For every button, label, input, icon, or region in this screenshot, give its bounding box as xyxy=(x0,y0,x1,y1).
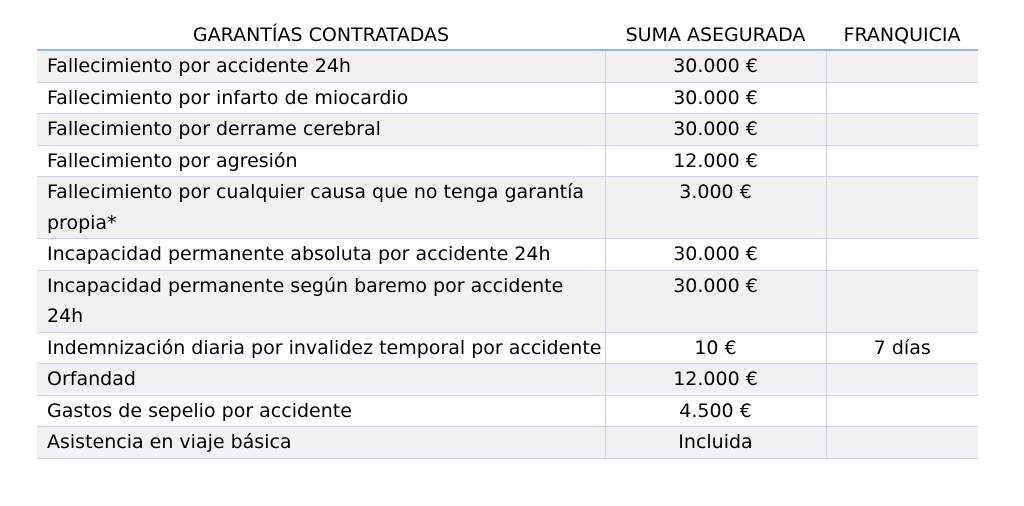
guarantee-cell: Fallecimiento por agresión xyxy=(37,145,605,177)
insured-sum-cell: 4.500 € xyxy=(605,395,826,427)
deductible-cell xyxy=(826,239,978,271)
guarantee-cell: Incapacidad permanente según baremo por accidente 24h xyxy=(37,270,605,332)
table-row xyxy=(37,395,978,427)
table-row xyxy=(37,114,978,146)
header-guarantees: GARANTÍAS CONTRATADAS xyxy=(37,20,605,50)
insured-sum-cell: 30.000 € xyxy=(605,82,826,114)
table-row xyxy=(37,270,978,332)
deductible-cell: 7 días xyxy=(826,332,978,364)
guarantee-cell: Fallecimiento por accidente 24h xyxy=(37,50,605,82)
guarantee-cell: Fallecimiento por infarto de miocardio xyxy=(37,82,605,114)
table-row xyxy=(37,364,978,396)
guarantee-cell: Fallecimiento por derrame cerebral xyxy=(37,114,605,146)
insured-sum-cell: 12.000 € xyxy=(605,364,826,396)
guarantee-cell: Gastos de sepelio por accidente xyxy=(37,395,605,427)
header-insured-sum: SUMA ASEGURADA xyxy=(605,20,826,50)
guarantee-cell: Incapacidad permanente absoluta por accidente 24h xyxy=(37,239,605,271)
guarantees-table xyxy=(37,20,978,459)
table-row xyxy=(37,332,978,364)
table-row xyxy=(37,50,978,82)
header-deductible: FRANQUICIA xyxy=(826,20,978,50)
table-row xyxy=(37,427,978,459)
table-row xyxy=(37,177,978,239)
guarantee-cell: Asistencia en viaje básica xyxy=(37,427,605,459)
insured-sum-cell: 3.000 € xyxy=(605,177,826,239)
table-header-row xyxy=(37,20,978,50)
deductible-cell xyxy=(826,114,978,146)
insured-sum-cell: 30.000 € xyxy=(605,239,826,271)
deductible-cell xyxy=(826,395,978,427)
insured-sum-cell: 10 € xyxy=(605,332,826,364)
deductible-cell xyxy=(826,364,978,396)
insured-sum-cell: 30.000 € xyxy=(605,270,826,332)
insured-sum-cell: 30.000 € xyxy=(605,50,826,82)
guarantee-cell: Orfandad xyxy=(37,364,605,396)
deductible-cell xyxy=(826,427,978,459)
deductible-cell xyxy=(826,82,978,114)
deductible-cell xyxy=(826,177,978,239)
deductible-cell xyxy=(826,270,978,332)
guarantee-cell: Fallecimiento por cualquier causa que no tenga garantía propia* xyxy=(37,177,605,239)
guarantee-cell: Indemnización diaria por invalidez temporal por accidente xyxy=(37,332,605,364)
deductible-cell xyxy=(826,50,978,82)
table-row xyxy=(37,145,978,177)
table-row xyxy=(37,239,978,271)
insured-sum-cell: 30.000 € xyxy=(605,114,826,146)
table-row xyxy=(37,82,978,114)
insured-sum-cell: 12.000 € xyxy=(605,145,826,177)
insured-sum-cell: Incluida xyxy=(605,427,826,459)
deductible-cell xyxy=(826,145,978,177)
